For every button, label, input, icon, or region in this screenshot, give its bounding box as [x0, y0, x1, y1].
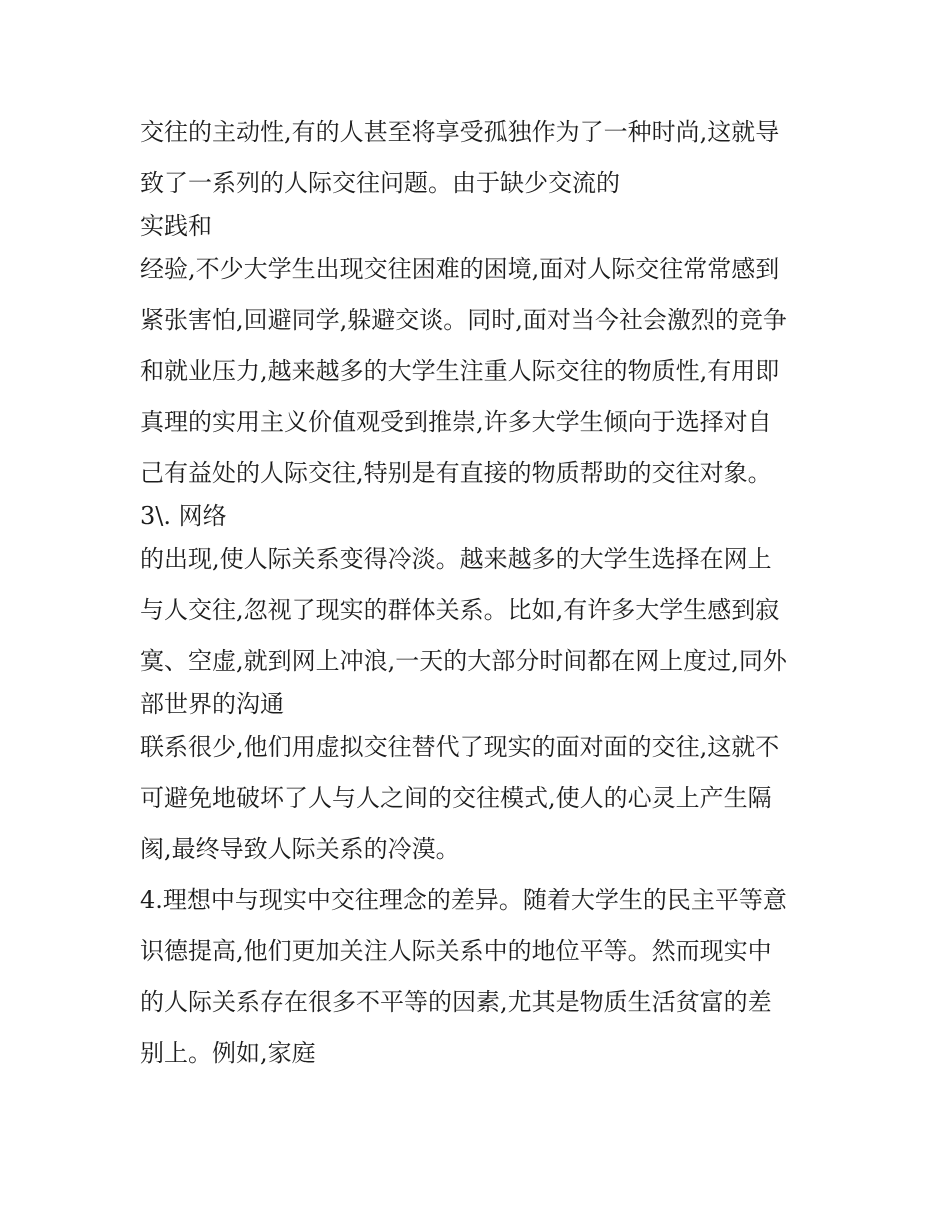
text-line: 紧张害怕,回避同学,躲避交谈。同时,面对当今社会激烈的竞争	[140, 306, 787, 334]
text-line: 寞、空虚,就到网上冲浪,一天的大部分时间都在网上度过,同外	[140, 647, 787, 675]
text-line: 与人交往,忽视了现实的群体关系。比如,有许多大学生感到寂	[140, 596, 780, 624]
text-line: 别上。例如,家庭	[140, 1039, 316, 1067]
text-line: 和就业压力,越来越多的大学生注重人际交往的物质性,有用即	[140, 357, 780, 385]
text-line: 可避免地破坏了人与人之间的交往模式,使人的心灵上产生隔	[140, 784, 772, 812]
text-line: 真理的实用主义价值观受到推崇,许多大学生倾向于选择对自	[140, 408, 772, 436]
text-line: 4.理想中与现实中交往理念的差异。随着大学生的民主平等意	[140, 886, 787, 914]
text-line: 的人际关系存在很多不平等的因素,尤其是物质生活贫富的差	[140, 988, 772, 1016]
text-line: 交往的主动性,有的人甚至将享受孤独作为了一种时尚,这就导	[140, 118, 780, 146]
text-line: 的出现,使人际关系变得冷淡。越来越多的大学生选择在网上	[140, 545, 772, 573]
text-line: 实践和	[140, 212, 212, 240]
text-line: 3\. 网络	[140, 502, 227, 530]
text-line: 己有益处的人际交往,特别是有直接的物质帮助的交往对象。	[140, 459, 772, 487]
text-line: 联系很少,他们用虚拟交往替代了现实的面对面的交往,这就不	[140, 733, 780, 761]
text-line: 经验,不少大学生出现交往困难的困境,面对人际交往常常感到	[140, 255, 780, 283]
text-line: 识德提高,他们更加关注人际关系中的地位平等。然而现实中	[140, 937, 772, 965]
body-text	[140, 107, 820, 1079]
text-line: 部世界的沟通	[140, 690, 284, 718]
text-line: 阂,最终导致人际关系的冷漠。	[140, 835, 460, 863]
text-line: 致了一系列的人际交往问题。由于缺少交流的	[140, 169, 620, 197]
